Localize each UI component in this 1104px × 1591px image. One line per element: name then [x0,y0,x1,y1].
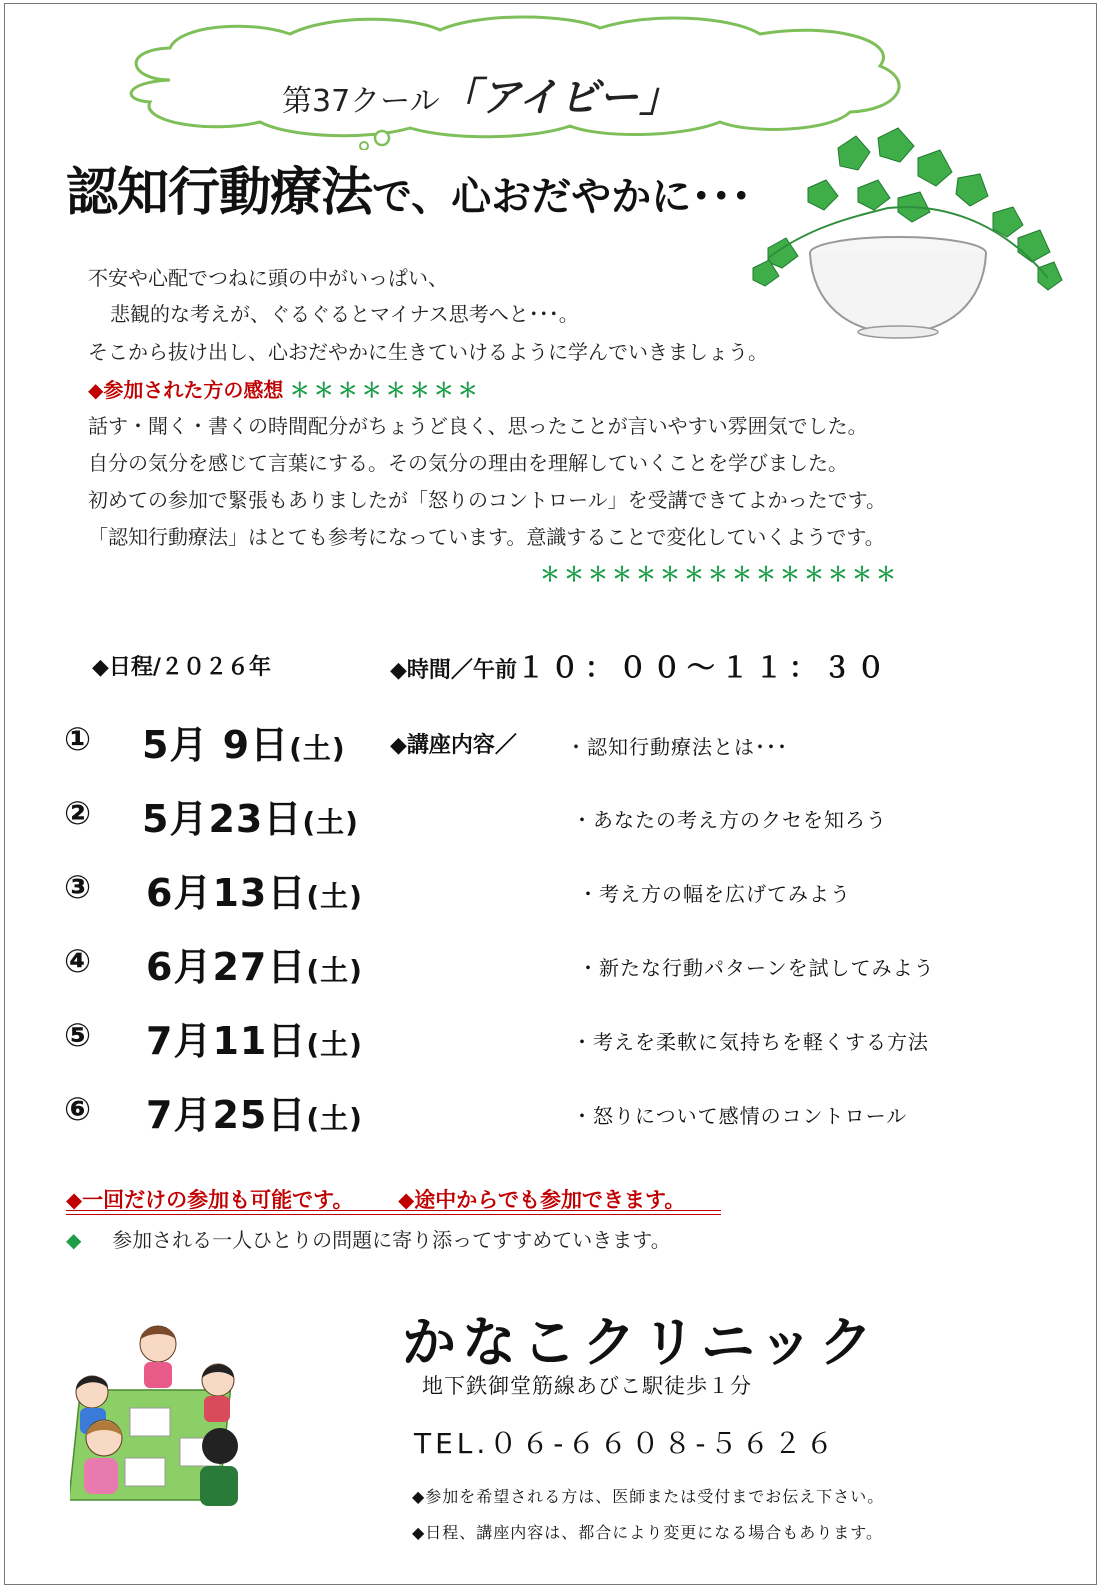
session-topic: ・新たな行動パターンを試してみよう [578,956,935,980]
session-number: ④ [64,942,92,980]
session-topic: ・あなたの考え方のクセを知ろう [572,808,887,832]
session-number: ③ [64,868,92,906]
session-date [142,788,359,843]
session-weekday: (土) [306,1028,363,1061]
note-underline [66,1210,721,1211]
session-date-text: 5月23日 [142,797,303,841]
session-weekday: (土) [289,732,346,765]
session-number: ② [64,794,92,832]
session-date [142,714,346,769]
session-topic: ・考えを柔軟に気持ちを軽くする方法 [572,1030,929,1054]
session-date-text: 6月27日 [146,945,307,989]
course-name: 「アイビー」 [439,75,681,121]
session-date [146,1010,363,1065]
session-date-text: 6月13日 [146,871,307,915]
session-weekday: (土) [306,880,363,913]
impression-item: 話す・聞く・書くの時間配分がちょうど良く、思ったことが言いやすい雰囲気でした。 [88,414,868,438]
session-date-text: 5月 9日 [142,723,290,767]
clinic-name: かなこクリニック [402,1311,879,1374]
impression-item: 「認知行動療法」はとても参考になっています。意識することで変化していくようです。 [88,525,885,549]
impressions-heading-row [88,374,482,403]
lecture-label: ◆講座内容／ [390,733,517,758]
time-label: ◆時間／午前 [390,658,517,683]
session-date [146,862,363,917]
note-once: ◆一回だけの参加も可能です。 [66,1188,354,1212]
note-midway: ◆途中からでも参加できます。 [398,1188,686,1212]
session-topic: ・考え方の幅を広げてみよう [578,882,851,906]
diamond-bullet-icon: ◆ [66,1228,82,1252]
ivy-plant-illustration [748,118,1078,348]
note-schedule-change: ◆日程、講座内容は、都合により変更になる場合もあります。 [412,1523,884,1542]
schedule-heading: ◆日程/２０２６年 [92,655,271,680]
clinic-access: 地下鉄御堂筋線あびこ駅徒歩１分 [422,1374,752,1398]
intro-line-2: 悲観的な考えが、ぐるぐるとマイナス思考へと･･･。 [110,302,579,326]
headline-rest: で、心おだやかに･･･ [372,174,752,220]
session-number: ① [64,720,92,758]
headline [66,150,751,225]
note-underline [66,1214,721,1215]
session-date [146,936,363,991]
session-weekday: (土) [306,1102,363,1135]
session-weekday: (土) [302,806,359,839]
session-date [146,1084,363,1139]
intro-line-1: 不安や心配でつねに頭の中がいっぱい、 [88,266,448,290]
session-date-text: 7月11日 [146,1019,307,1063]
impressions-stars-top: ＊＊＊＊＊＊＊＊ [289,378,482,402]
intro-line-3: そこから抜け出し、心おだやかに生きていけるように学んでいきましょう。 [88,340,768,364]
clinic-phone[interactable]: TEL.０６-６６０８-５６２６ [414,1427,838,1460]
note-individual-row [66,1224,671,1253]
group-session-illustration [70,1318,250,1528]
session-weekday: (土) [306,954,363,987]
headline-main: 認知行動療法 [66,163,373,223]
course-number: 第37クール [282,84,440,119]
impressions-heading: ◆参加された方の感想 [88,378,284,402]
note-individual: 参加される一人ひとりの問題に寄り添ってすすめていきます。 [112,1228,671,1252]
impressions-stars-bottom: ＊＊＊＊＊＊＊＊＊＊＊＊＊＊＊ [540,562,900,586]
session-topic: ・怒りについて感情のコントロール [572,1104,908,1128]
course-title [282,66,680,123]
note-apply: ◆参加を希望される方は、医師または受付までお伝え下さい。 [412,1487,885,1506]
session-number: ⑥ [64,1090,92,1128]
time-heading [390,646,891,686]
impression-item: 自分の気分を感じて言葉にする。その気分の理由を理解していくことを学びました。 [88,451,848,475]
time-value: １０：００～１１：３０ [516,651,891,684]
impression-item: 初めての参加で緊張もありましたが「怒りのコントロール」を受講できてよかったです。 [88,488,886,512]
session-topic: ・認知行動療法とは･･･ [566,735,788,759]
session-number: ⑤ [64,1016,92,1054]
session-date-text: 7月25日 [146,1093,307,1137]
